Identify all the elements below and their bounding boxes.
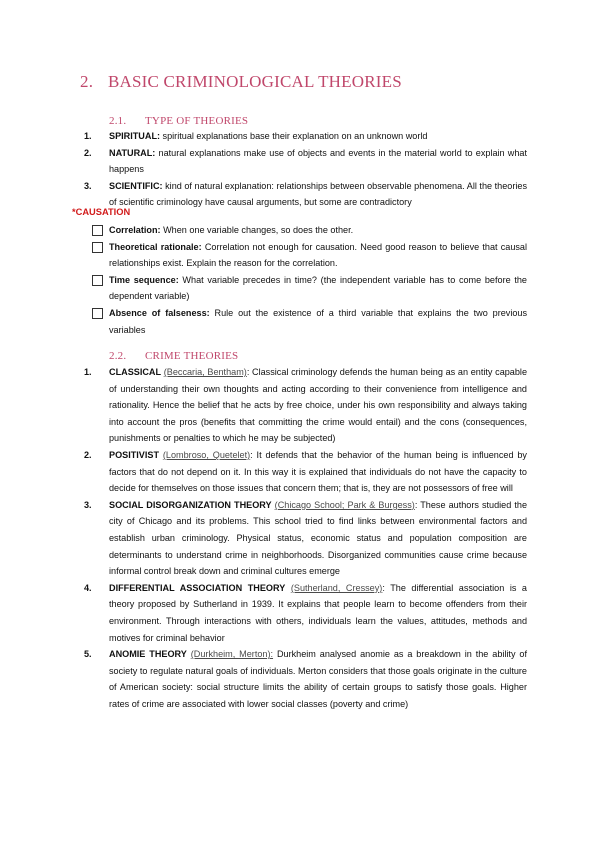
list-marker: 3. [84,180,92,191]
term: ANOMIE THEORY [109,649,187,660]
description: When one variable changes, so does the other. [160,225,354,235]
checkbox-icon [92,225,103,236]
description: Durkheim analysed anomie as a breakdown in the ability of society to regulate natural goals of individuals. Merton considers that those goals originate in the culture of American society: social structure limits the ability of certain groups to satisfy those goals. Higher rates of crime are associated with lower social classes (poverty and crime) [109,649,528,709]
list-item [0,145,600,178]
description: : These authors studied the city of Chicago and its problems. This school tried to find links between environmental factors and establish urban criminology. Physical status, economic status and population composition are determinants to understand crime in neighborhoods. Disorganized communities cause crime because informal control break down and criminal cultures emerge [109,499,528,577]
list-marker: 4. [84,582,92,593]
subsection-title: TYPE OF THEORIES [145,115,249,127]
description: spiritual explanations base their explanation on an unknown world [160,131,428,141]
term: DIFFERENTIAL ASSOCIATION THEORY [109,582,286,593]
list-item [0,580,600,646]
term: SOCIAL DISORGANIZATION THEORY [109,499,272,510]
description: : The differential association is a theory proposed by Sutherland in 1939. It explains that people learn to become offenders from their environment. Through interactions with others, individuals learn the values, attitudes, methods and motives for criminal behavior [109,582,527,643]
term: Theoretical rationale: [109,241,202,252]
description: : It defends that the behavior of the human being is influenced by factors that do not depend on it. In this way it is explained that individuals do not have the capacity to decide for themselves on those issues that concern them; that is, they are not possessors of free will [109,449,527,494]
list-marker: 3. [84,499,92,510]
theory-types-list [0,128,600,211]
term: POSITIVIST [109,449,160,460]
checklist-item [0,305,600,338]
subsection-number: 2.2. [109,350,127,362]
description: natural explanations make use of objects and events in the material world to explain what happens [109,147,527,175]
crime-theories-list [0,364,600,712]
term: CLASSICAL [109,367,162,377]
list-item [0,646,600,712]
reference: (Durkheim, Merton): [190,649,274,660]
list-marker: 2. [84,147,92,158]
causation-label: *CAUSATION [72,207,131,217]
checklist-item [0,272,600,305]
description: What variable precedes in time? (the independent variable has to come before the dependent variable) [109,274,527,302]
subsection-heading-type-of-theories [109,115,248,127]
term: Absence of falseness: [109,307,210,318]
section-number: 2. [80,72,94,91]
list-item [0,447,600,497]
reference: (Lombroso, Quetelet) [162,449,251,460]
list-marker: 5. [84,649,92,660]
list-item [0,497,600,580]
causation-checklist [0,222,600,338]
description: Rule out the existence of a third variable that explains the two previous variables [109,307,528,335]
subsection-heading-crime-theories [109,350,238,362]
list-marker: 1. [84,131,92,141]
subsection-title: CRIME THEORIES [145,350,239,362]
term: NATURAL: [109,147,156,158]
list-marker: 1. [84,367,92,377]
reference: (Sutherland, Cressey) [290,582,383,593]
term: SPIRITUAL: [109,131,161,141]
list-item [0,128,600,145]
section-title: BASIC CRIMINOLOGICAL THEORIES [108,72,402,91]
checkbox-icon [92,242,103,253]
section-heading [80,72,402,92]
term: Time sequence: [109,274,179,285]
checklist-item [0,239,600,272]
description: kind of natural explanation: relationships between observable phenomena. All the theories of scientific criminology have causal arguments, but some are contradictory [109,180,527,208]
list-item [0,364,600,447]
description: Correlation not enough for causation. Need good reason to believe that causal relationships exist. Explain the reason for the correlation. [109,241,527,269]
list-marker: 2. [84,449,92,460]
term: SCIENTIFIC: [109,180,163,191]
checklist-item [0,222,600,239]
reference: (Chicago School; Park & Burgess) [274,499,415,510]
subsection-number: 2.1. [109,115,127,127]
term: Correlation: [109,225,161,235]
list-item [0,178,600,211]
description: : Classical criminology defends the human being as an entity capable of understanding their own thoughts and acting according to their convenience from intelligence and rationality. Hence the belief that he acts by free choice, under his own responsibility and always taking into account the pros (benefits that committing the crime would entail) and the cons (consequences, punishments or penalties to which he may be subjected) [109,367,527,444]
checkbox-icon [92,275,103,286]
checkbox-icon [92,308,103,319]
reference: (Beccaria, Bentham) [163,367,247,377]
